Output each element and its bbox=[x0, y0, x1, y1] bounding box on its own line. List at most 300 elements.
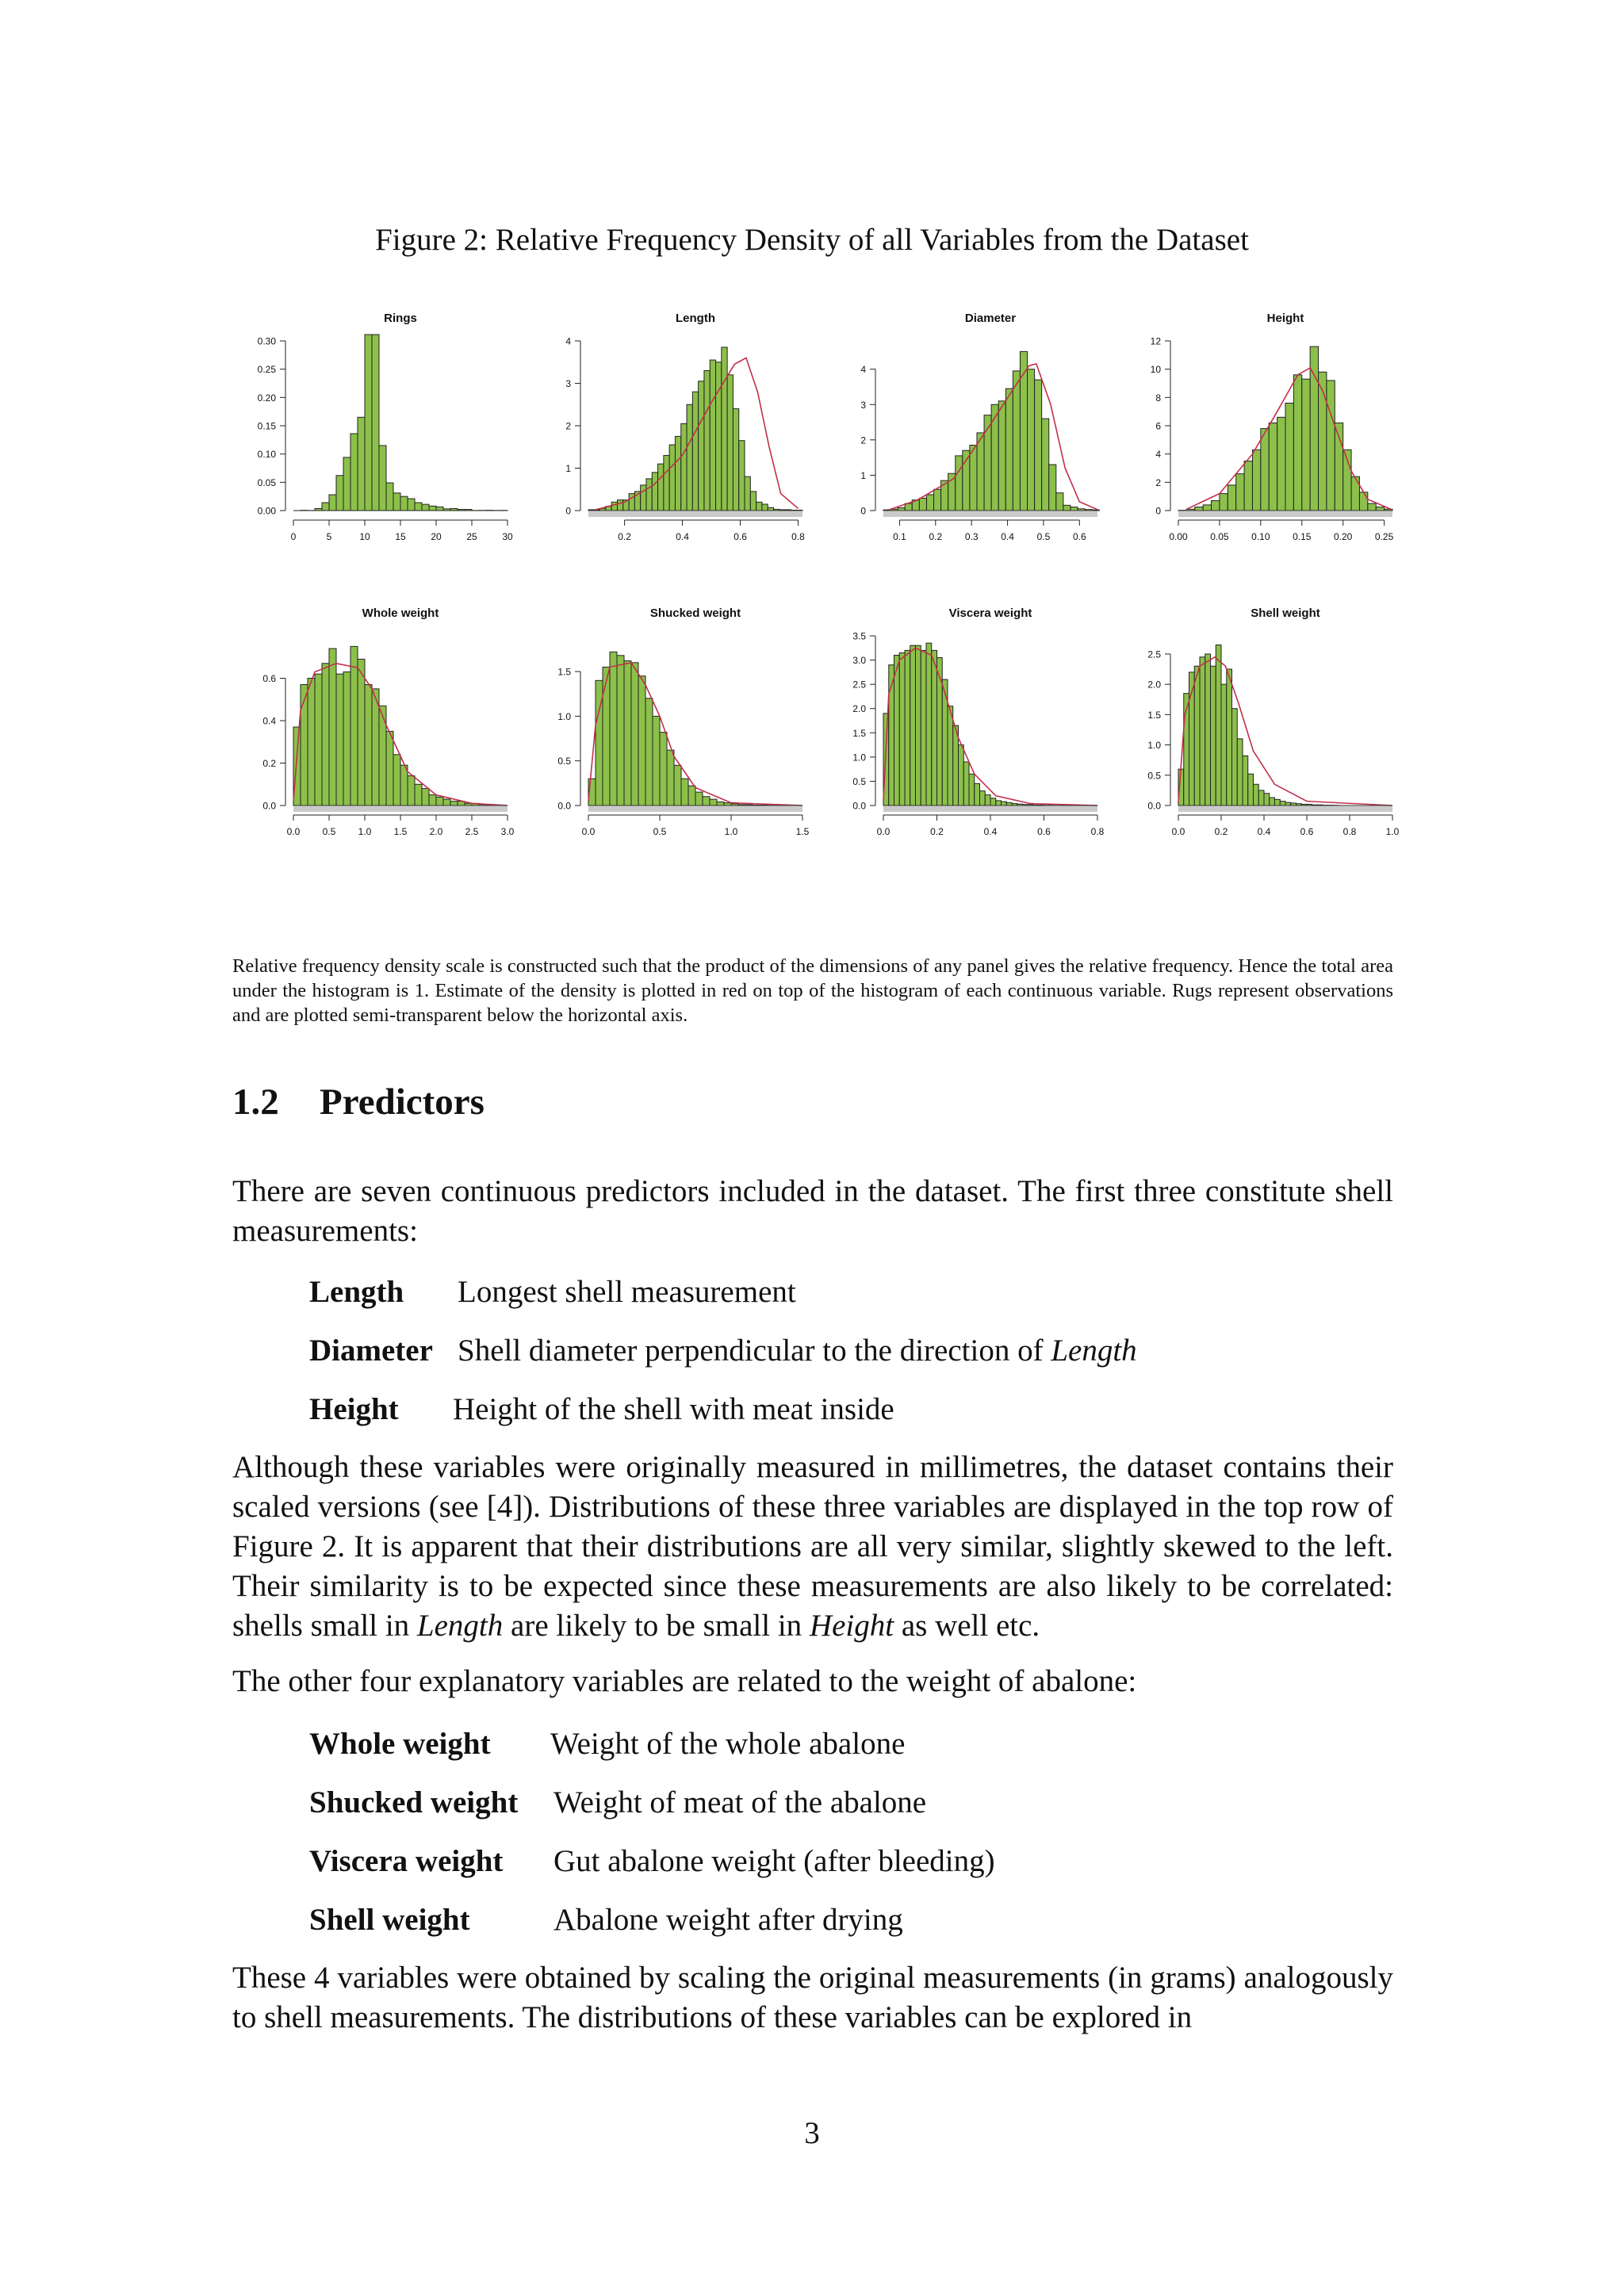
histogram-bar bbox=[343, 457, 350, 511]
histogram-bar bbox=[727, 375, 733, 511]
histogram-bar bbox=[926, 643, 932, 806]
y-tick-label: 0.05 bbox=[257, 476, 276, 488]
y-tick-label: 2 bbox=[860, 434, 866, 446]
definition-viscera-weight bbox=[309, 1832, 995, 1891]
y-tick-label: 2.0 bbox=[1147, 679, 1161, 691]
histogram-bar bbox=[408, 776, 415, 806]
y-tick-label: 4 bbox=[1155, 449, 1161, 461]
histogram-bar bbox=[379, 446, 386, 511]
y-tick-label: 1 bbox=[860, 469, 866, 481]
definition-term: Shell weight bbox=[309, 1903, 470, 1937]
histogram-bar bbox=[624, 661, 631, 806]
histogram-bar bbox=[610, 652, 617, 806]
x-tick-label: 3.0 bbox=[500, 826, 515, 837]
histogram-bar bbox=[977, 433, 984, 511]
histogram-bar bbox=[717, 802, 724, 806]
definition-diameter bbox=[309, 1322, 1137, 1380]
definition-text: Shell diameter perpendicular to the direction of bbox=[458, 1334, 1051, 1368]
panel-title: Height bbox=[1266, 312, 1304, 325]
panel-title: Length bbox=[676, 312, 715, 325]
histogram-bar bbox=[358, 417, 365, 511]
histogram-bar bbox=[675, 436, 680, 511]
x-tick-label: 0.5 bbox=[653, 826, 667, 837]
panel-title: Rings bbox=[384, 312, 417, 325]
histogram-bar bbox=[429, 506, 436, 511]
histogram-bar bbox=[762, 504, 768, 511]
histogram-bar bbox=[645, 698, 653, 806]
histogram-bar bbox=[308, 679, 315, 806]
histogram-bar bbox=[699, 381, 704, 511]
x-tick-label: 0.0 bbox=[1171, 826, 1185, 837]
histogram-bar bbox=[898, 507, 905, 511]
y-tick-label: 0.30 bbox=[257, 335, 276, 347]
histogram-bar bbox=[953, 725, 959, 806]
histogram-bar bbox=[1227, 669, 1232, 806]
histogram-bar bbox=[998, 401, 1005, 511]
histogram-bar bbox=[658, 464, 664, 511]
histogram-bar bbox=[1248, 774, 1254, 806]
histogram-bar bbox=[343, 672, 350, 806]
x-tick-label: 0.4 bbox=[1001, 531, 1014, 542]
y-tick-label: 1.0 bbox=[1147, 740, 1161, 752]
histogram-bar bbox=[768, 507, 773, 511]
x-tick-label: 1.0 bbox=[1385, 826, 1400, 837]
x-tick-label: 30 bbox=[502, 531, 513, 542]
x-tick-label: 2.0 bbox=[429, 826, 443, 837]
paragraph-scaling-weights-text: These 4 variables were obtained by scaling the original measurements (in grams) analogously to shell measurements. The distributions of these variables can be explored in bbox=[232, 1961, 1393, 2034]
histogram-bar bbox=[932, 650, 937, 806]
definition-text: Weight of meat of the abalone bbox=[553, 1785, 927, 1820]
histogram-bar bbox=[1327, 381, 1335, 511]
y-tick-label: 12 bbox=[1150, 335, 1161, 347]
histogram-bar bbox=[1319, 372, 1327, 511]
histogram-bar bbox=[969, 774, 975, 806]
y-tick-label: 2 bbox=[1155, 476, 1161, 488]
x-tick-label: 0.4 bbox=[676, 531, 689, 542]
x-tick-label: 0.25 bbox=[1374, 531, 1394, 542]
histogram-bar bbox=[937, 658, 943, 806]
histogram-bar bbox=[400, 765, 408, 806]
y-tick-label: 4 bbox=[565, 335, 571, 347]
histogram-bar bbox=[660, 733, 667, 806]
histogram-bar bbox=[1042, 419, 1049, 511]
histogram-panel-4 bbox=[1151, 312, 1394, 542]
histogram-bar bbox=[653, 716, 660, 806]
x-tick-label: 0.0 bbox=[286, 826, 301, 837]
histogram-bar bbox=[739, 441, 745, 511]
x-tick-label: 0.4 bbox=[1257, 826, 1271, 837]
y-tick-label: 1.0 bbox=[557, 710, 571, 722]
x-tick-label: 0.20 bbox=[1334, 531, 1353, 542]
x-tick-label: 1.0 bbox=[358, 826, 372, 837]
x-tick-label: 0.4 bbox=[983, 826, 998, 837]
histogram-figure bbox=[230, 293, 1404, 864]
x-tick-label: 0.1 bbox=[893, 531, 906, 542]
histogram-bar bbox=[667, 750, 674, 806]
histogram-bar bbox=[956, 456, 963, 511]
histogram-bar bbox=[358, 659, 365, 806]
histogram-bar bbox=[1270, 798, 1275, 806]
histogram-bar bbox=[733, 409, 738, 511]
histogram-bar bbox=[443, 799, 450, 806]
x-tick-label: 0.8 bbox=[1342, 826, 1357, 837]
x-tick-label: 25 bbox=[466, 531, 477, 542]
panel-title: Viscera weight bbox=[948, 607, 1032, 620]
rug-band bbox=[1178, 511, 1392, 517]
histogram-bar bbox=[975, 783, 980, 806]
y-tick-label: 0.6 bbox=[262, 673, 276, 684]
x-tick-label: 0.10 bbox=[1251, 531, 1270, 542]
histogram-bar bbox=[1013, 371, 1020, 511]
y-tick-label: 0.15 bbox=[257, 420, 276, 432]
emph-height: Height bbox=[809, 1609, 894, 1643]
histogram-bar bbox=[393, 493, 400, 511]
histogram-bar bbox=[710, 799, 717, 806]
histogram-bar bbox=[980, 791, 986, 806]
histogram-bar bbox=[1228, 485, 1235, 511]
definition-text: Gut abalone weight (after bleeding) bbox=[553, 1844, 995, 1878]
x-tick-label: 1.5 bbox=[795, 826, 810, 837]
paragraph-scaling bbox=[232, 1448, 1393, 1646]
histogram-bar bbox=[638, 676, 645, 806]
y-tick-label: 2.0 bbox=[852, 703, 866, 715]
y-tick-label: 0.0 bbox=[1147, 800, 1161, 812]
paragraph-weights-intro bbox=[232, 1662, 1393, 1701]
histogram-bar bbox=[329, 495, 336, 511]
definition-term: Viscera weight bbox=[309, 1844, 504, 1878]
x-tick-label: 5 bbox=[326, 531, 332, 542]
x-tick-label: 0.6 bbox=[1072, 531, 1086, 542]
histogram-bar bbox=[970, 446, 977, 511]
histogram-bar bbox=[716, 362, 722, 511]
histogram-panel-2 bbox=[565, 312, 805, 542]
x-tick-label: 0.5 bbox=[322, 826, 336, 837]
y-tick-label: 3.5 bbox=[852, 630, 866, 642]
y-tick-label: 0.00 bbox=[257, 505, 276, 517]
histogram-bar bbox=[1020, 351, 1027, 511]
histogram-bar bbox=[996, 801, 1002, 806]
x-tick-label: 0.2 bbox=[1214, 826, 1228, 837]
histogram-bar bbox=[703, 797, 710, 806]
histogram-bar bbox=[1203, 505, 1211, 511]
histogram-bar bbox=[724, 803, 731, 806]
y-tick-label: 0.0 bbox=[262, 800, 276, 812]
rug-band bbox=[883, 806, 1097, 812]
x-tick-label: 2.5 bbox=[465, 826, 479, 837]
histogram-bar bbox=[710, 360, 715, 511]
histogram-bar bbox=[1200, 657, 1205, 806]
histogram-bar bbox=[329, 649, 336, 806]
y-tick-label: 6 bbox=[1155, 420, 1161, 432]
histogram-bar bbox=[350, 646, 358, 806]
histogram-bar bbox=[681, 423, 687, 511]
histogram-bar bbox=[1221, 684, 1227, 806]
x-tick-label: 0.8 bbox=[791, 531, 805, 542]
y-tick-label: 10 bbox=[1150, 364, 1161, 376]
histogram-bar bbox=[1359, 492, 1367, 511]
histogram-bar bbox=[429, 795, 436, 806]
histogram-grid bbox=[230, 293, 1404, 864]
panel-title: Shell weight bbox=[1251, 607, 1320, 620]
histogram-bar bbox=[322, 503, 329, 511]
y-tick-label: 0 bbox=[565, 505, 571, 517]
x-tick-label: 0 bbox=[290, 531, 297, 542]
histogram-bar bbox=[400, 496, 408, 511]
histogram-bar bbox=[1237, 739, 1243, 806]
histogram-bar bbox=[1280, 802, 1285, 806]
histogram-bar bbox=[1269, 423, 1277, 511]
histogram-bar bbox=[1006, 802, 1012, 806]
y-tick-label: 0.5 bbox=[557, 756, 571, 767]
histogram-bar bbox=[415, 784, 422, 806]
x-tick-label: 0.5 bbox=[1036, 531, 1051, 542]
histogram-panel-8 bbox=[1147, 607, 1399, 837]
section-number: 1.2 bbox=[232, 1081, 279, 1123]
histogram-bar bbox=[1195, 507, 1203, 511]
histogram-bar bbox=[899, 652, 905, 806]
figure-note-text: Relative frequency density scale is constructed such that the product of the dimensions of any panel gives the relative frequency. Hence the total area under the histogram is 1. Estimate of the density is plotted in red on top of the histogram of each continuous variable. Rugs represent observations and are plotted semi-transparent below the horizontal axis. bbox=[232, 955, 1393, 1026]
x-tick-label: 0.6 bbox=[1300, 826, 1314, 837]
x-tick-label: 20 bbox=[431, 531, 442, 542]
histogram-bar bbox=[617, 500, 622, 511]
y-tick-label: 1.5 bbox=[852, 727, 866, 739]
histogram-bar bbox=[688, 786, 695, 806]
histogram-bar bbox=[301, 685, 308, 806]
histogram-bar bbox=[422, 504, 429, 511]
definition-shucked-weight bbox=[309, 1774, 995, 1832]
x-tick-label: 10 bbox=[359, 531, 370, 542]
x-tick-label: 0.15 bbox=[1293, 531, 1312, 542]
histogram-bar bbox=[631, 663, 638, 806]
histogram-bar bbox=[921, 650, 926, 806]
text-run: as well etc. bbox=[894, 1609, 1040, 1643]
histogram-bar bbox=[641, 485, 646, 511]
histogram-bar bbox=[1261, 429, 1269, 511]
y-tick-label: 0.25 bbox=[257, 364, 276, 376]
histogram-bar bbox=[1035, 380, 1042, 511]
histogram-bar bbox=[1056, 493, 1063, 511]
histogram-bar bbox=[1368, 503, 1376, 511]
histogram-bar bbox=[1285, 802, 1291, 806]
rug-band bbox=[883, 511, 1097, 517]
histogram-panel-6 bbox=[557, 607, 809, 837]
histogram-bar bbox=[1211, 666, 1216, 806]
histogram-panel-7 bbox=[852, 607, 1104, 837]
definition-whole-weight bbox=[309, 1715, 995, 1774]
histogram-bar bbox=[1252, 450, 1260, 511]
y-tick-label: 1.5 bbox=[1147, 709, 1161, 721]
y-tick-label: 0.2 bbox=[262, 758, 276, 769]
histogram-bar bbox=[1254, 784, 1259, 806]
histogram-bar bbox=[617, 656, 624, 806]
y-tick-label: 0.10 bbox=[257, 449, 276, 461]
definition-text: Abalone weight after drying bbox=[553, 1903, 903, 1937]
section-title: Predictors bbox=[320, 1081, 485, 1123]
panel-title: Shucked weight bbox=[649, 607, 741, 620]
histogram-bar bbox=[681, 779, 688, 806]
histogram-bar bbox=[1071, 507, 1078, 511]
histogram-bar bbox=[603, 667, 610, 806]
histogram-bar bbox=[1005, 388, 1013, 511]
figure-caption: Figure 2: Relative Frequency Density of all Variables from the Dataset bbox=[375, 223, 1249, 257]
y-tick-label: 2 bbox=[565, 420, 571, 432]
x-tick-label: 15 bbox=[395, 531, 406, 542]
histogram-bar bbox=[408, 499, 415, 511]
y-tick-label: 3.0 bbox=[852, 655, 866, 667]
rug-band bbox=[293, 806, 508, 812]
y-tick-label: 0.0 bbox=[852, 800, 866, 812]
histogram-bar bbox=[336, 674, 343, 806]
histogram-bar bbox=[386, 483, 393, 511]
histogram-bar bbox=[1236, 474, 1244, 511]
histogram-bar bbox=[422, 789, 429, 806]
histogram-bar bbox=[315, 674, 322, 806]
histogram-bar bbox=[750, 492, 756, 511]
y-tick-label: 0.5 bbox=[852, 775, 866, 787]
histogram-bar bbox=[905, 650, 910, 806]
y-tick-label: 8 bbox=[1155, 392, 1161, 404]
histogram-bar bbox=[674, 765, 681, 806]
text-run: are likely to be small in bbox=[503, 1609, 810, 1643]
histogram-bar bbox=[948, 473, 956, 511]
histogram-bar bbox=[1277, 417, 1285, 511]
panel-title: Whole weight bbox=[362, 607, 439, 620]
histogram-bar bbox=[1194, 666, 1200, 806]
paragraph-weights-text: The other four explanatory variables are related to the weight of abalone: bbox=[232, 1664, 1137, 1698]
histogram-bar bbox=[1212, 501, 1220, 511]
y-tick-label: 1 bbox=[565, 463, 571, 474]
histogram-bar bbox=[1285, 403, 1293, 511]
histogram-bar bbox=[916, 645, 921, 806]
histogram-bar bbox=[1220, 494, 1228, 511]
histogram-bar bbox=[1264, 794, 1270, 806]
histogram-bar bbox=[350, 434, 358, 511]
histogram-bar bbox=[948, 706, 953, 806]
histogram-bar bbox=[372, 689, 379, 806]
histogram-bar bbox=[1376, 507, 1384, 511]
histogram-bar bbox=[1028, 369, 1035, 511]
histogram-bar bbox=[692, 392, 698, 511]
histogram-bar bbox=[669, 445, 675, 511]
histogram-bar bbox=[910, 645, 916, 806]
rug-band bbox=[1178, 806, 1392, 812]
histogram-bar bbox=[365, 685, 372, 806]
histogram-bar bbox=[990, 798, 996, 806]
section-heading bbox=[232, 1081, 485, 1123]
histogram-panel-3 bbox=[860, 312, 1099, 542]
y-tick-label: 2.5 bbox=[852, 679, 866, 691]
x-tick-label: 0.6 bbox=[733, 531, 747, 542]
y-tick-label: 0 bbox=[860, 505, 866, 517]
histogram-bar bbox=[1275, 799, 1281, 806]
intro-paragraph bbox=[232, 1172, 1393, 1251]
definition-text: Height of the shell with meat inside bbox=[453, 1392, 894, 1426]
histogram-bar bbox=[415, 503, 422, 511]
histogram-bar bbox=[959, 745, 964, 806]
panel-title: Diameter bbox=[964, 312, 1017, 325]
y-tick-label: 3 bbox=[565, 378, 571, 389]
definition-length bbox=[309, 1263, 1137, 1322]
histogram-bar bbox=[1063, 505, 1071, 511]
y-tick-label: 3 bbox=[860, 399, 866, 411]
y-tick-label: 0.5 bbox=[1147, 770, 1161, 782]
x-tick-label: 0.2 bbox=[930, 826, 944, 837]
emph-length: Length bbox=[416, 1609, 504, 1643]
histogram-bar bbox=[1002, 802, 1007, 806]
shell-definition-list bbox=[309, 1263, 1137, 1439]
paragraph-scaling-weights bbox=[232, 1958, 1393, 2038]
histogram-bar bbox=[1293, 375, 1301, 511]
histogram-panel-5 bbox=[262, 607, 514, 837]
y-tick-label: 1.5 bbox=[557, 666, 571, 678]
histogram-bar bbox=[704, 370, 710, 511]
y-tick-label: 1.0 bbox=[852, 752, 866, 763]
x-tick-label: 0.05 bbox=[1210, 531, 1229, 542]
definition-term: Diameter bbox=[309, 1334, 433, 1368]
definition-height bbox=[309, 1380, 1137, 1439]
histogram-bar bbox=[436, 797, 443, 806]
x-tick-label: 1.5 bbox=[393, 826, 408, 837]
x-tick-label: 0.6 bbox=[1037, 826, 1051, 837]
x-tick-label: 0.3 bbox=[964, 531, 979, 542]
histogram-bar bbox=[322, 664, 329, 806]
x-tick-label: 0.2 bbox=[929, 531, 943, 542]
histogram-bar bbox=[687, 404, 692, 511]
y-tick-label: 0.0 bbox=[557, 800, 571, 812]
histogram-bar bbox=[894, 655, 900, 806]
weight-definition-list bbox=[309, 1715, 995, 1950]
intro-text: There are seven continuous predictors included in the dataset. The first three constitute shell measurements: bbox=[232, 1174, 1393, 1248]
histogram-bar bbox=[664, 455, 669, 511]
rug-band bbox=[588, 511, 802, 517]
definition-term: Shucked weight bbox=[309, 1785, 519, 1820]
histogram-bar bbox=[652, 473, 657, 511]
definition-term: Whole weight bbox=[309, 1727, 491, 1761]
x-tick-label: 0.00 bbox=[1169, 531, 1188, 542]
y-tick-label: 0.20 bbox=[257, 392, 276, 404]
x-tick-label: 0.0 bbox=[581, 826, 596, 837]
histogram-bar bbox=[611, 502, 617, 511]
y-tick-label: 0 bbox=[1155, 505, 1161, 517]
histogram-bar bbox=[1244, 461, 1252, 511]
histogram-bar bbox=[1351, 476, 1359, 511]
text-run: Although these variables were originally measured in millimetres, the dataset contains their scaled versions (see [4]). Distributions of these three variables are displayed in the top row of Figure 2. It is apparent that their distributions are all very similar, slightly skewed to the left. Their similarity is to be expected since these measurements are also likely to be correlated: shells small in bbox=[232, 1450, 1393, 1643]
histogram-bar bbox=[1205, 654, 1211, 806]
x-tick-label: 1.0 bbox=[724, 826, 738, 837]
histogram-panel-1 bbox=[258, 312, 513, 542]
figure-note bbox=[232, 954, 1393, 1027]
histogram-bar bbox=[393, 755, 400, 806]
histogram-bar bbox=[756, 502, 762, 511]
histogram-bar bbox=[646, 479, 652, 511]
y-tick-label: 0.4 bbox=[262, 715, 276, 727]
histogram-bar bbox=[745, 476, 750, 511]
histogram-bar bbox=[1232, 709, 1238, 806]
histogram-bar bbox=[722, 347, 727, 511]
definition-emph: Length bbox=[1051, 1334, 1137, 1368]
histogram-bar bbox=[919, 498, 926, 511]
histogram-bar bbox=[963, 762, 969, 806]
histogram-bar bbox=[1302, 379, 1310, 511]
histogram-bar bbox=[336, 476, 343, 511]
histogram-bar bbox=[386, 731, 393, 806]
histogram-bar bbox=[372, 335, 379, 511]
x-tick-label: 0.2 bbox=[618, 531, 631, 542]
histogram-bar bbox=[436, 507, 443, 511]
histogram-bar bbox=[1216, 645, 1221, 806]
definition-text: Longest shell measurement bbox=[458, 1275, 796, 1309]
definition-term: Height bbox=[309, 1392, 399, 1426]
